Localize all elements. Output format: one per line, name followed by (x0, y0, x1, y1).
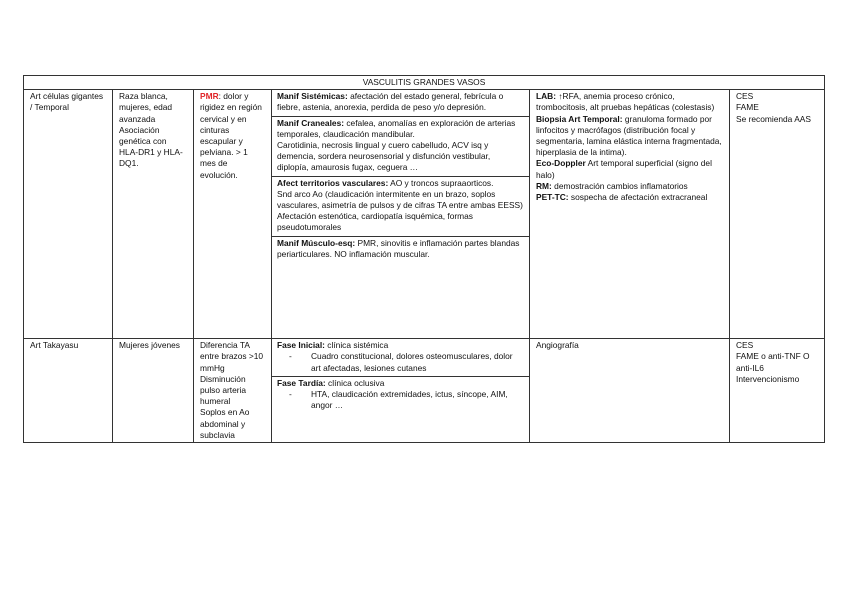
clinic-label: Afect territorios vasculares: (277, 177, 389, 188)
clinic-label: Fase Tardía: (277, 377, 326, 388)
extra-cell (194, 90, 272, 339)
dx-label: PET-TC: (536, 192, 569, 203)
dx-line (536, 158, 723, 180)
clinic-block (272, 117, 529, 177)
clinic-label: Fase Inicial: (277, 340, 325, 351)
clinic-text: AO y troncos supraaorticos. Snd arco Ao (claudicación intermitente en un brazo, soplos vasculares, asimetría de pulsos y de cifras TA entre ambas EESS) Afectación estenótica, cardiopatía isquémica, formas pseudotumorales (277, 177, 523, 233)
vasculitis-table (23, 75, 825, 443)
dx-line (536, 91, 723, 113)
tx-line: Se recomienda AAS (736, 113, 811, 124)
clinic-cell (272, 90, 530, 339)
clinic-block (272, 339, 529, 377)
dx-label: Eco-Doppler (536, 158, 586, 169)
clinic-block (272, 237, 529, 262)
table-row (24, 90, 825, 339)
dx-cell: Angiografía (530, 339, 730, 443)
tx-line: CES (736, 91, 754, 102)
list-item: - HTA, claudicación extremidades, ictus, síncope, AIM, angor … (289, 389, 524, 411)
clinic-label: Manif Craneales: (277, 117, 345, 128)
population-cell: Raza blanca, mujeres, edad avanzada Asociación genética con HLA-DR1 y HLA-DQ1. (113, 90, 194, 339)
dx-text: granuloma formado por linfocitos y macrófagos (distribución focal y segmentaria, lamina elástica interna fragmentada, hiperplasia de la intima). (536, 113, 722, 158)
tx-line: CES (736, 340, 754, 351)
dx-text: sospecha de afectación extracraneal (568, 192, 708, 203)
clinic-text: afectación del estado general, febrícula o fiebre, astenia, anorexia, perdida de peso y/o depresión. (277, 91, 504, 113)
clinic-text: clínica sistémica (324, 340, 389, 351)
list-item: - Cuadro constitucional, dolores osteomusculares, dolor art afectadas, lesiones cutanes (289, 351, 524, 373)
tx-line: FAME (736, 102, 759, 113)
tx-line: FAME o anti-TNF O anti-IL6 (736, 351, 810, 373)
table-title: VASCULITIS GRANDES VASOS (24, 76, 825, 90)
clinic-text: clínica oclusiva (325, 377, 385, 388)
dx-cell (530, 90, 730, 339)
pmr-text: : dolor y rigidez en región cervical y en cinturas escapular y pelviana. > 1 mes de evolución. (200, 91, 262, 180)
dx-label: LAB: (536, 91, 557, 102)
dx-line (536, 192, 723, 203)
tx-cell (730, 339, 825, 443)
clinic-text: cefalea, anomalías en exploración de arterias temporales, claudicación mandibular. Carotidinia, necrosis lingual y cuero cabelludo, ACV isq y demencia, sordera neurosensorial y disfunción vestibular, diplopía, amaurosis fugax, ceguera … (277, 117, 516, 173)
disease-name: Art células gigantes / Temporal (24, 90, 113, 339)
pmr-label: PMR (200, 91, 219, 102)
dx-text: Art temporal superficial (signo del halo) (536, 158, 712, 180)
tx-line: Intervencionismo (736, 373, 800, 384)
clinic-label: Manif Sistémicas: (277, 91, 348, 102)
clinic-text: PMR, sinovitis e inflamación partes blandas periarticulares. NO inflamación muscular. (277, 237, 520, 259)
dx-line (536, 181, 723, 192)
clinic-cell (272, 339, 530, 443)
clinic-block (272, 177, 529, 237)
table-row (24, 339, 825, 443)
clinic-block (272, 90, 529, 116)
dx-label: Biopsia Art Temporal: (536, 113, 623, 124)
dx-line (536, 114, 723, 159)
population-cell: Mujeres jóvenes (113, 339, 194, 443)
dx-label: RM: (536, 180, 552, 191)
clinic-label: Manif Músculo-esq: (277, 237, 356, 248)
tx-cell (730, 90, 825, 339)
dx-text: demostración cambios inflamatorios (551, 180, 688, 191)
dx-text: ↑RFA, anemia proceso crónico, trombocitosis, alt pruebas hepáticas (colestasis) (536, 91, 715, 113)
extra-cell: Diferencia TA entre brazos >10 mmHg Disminución pulso arteria humeral Soplos en Ao abdominal y subclavia (194, 339, 272, 443)
clinic-block (272, 377, 529, 414)
disease-name: Art Takayasu (24, 339, 113, 443)
